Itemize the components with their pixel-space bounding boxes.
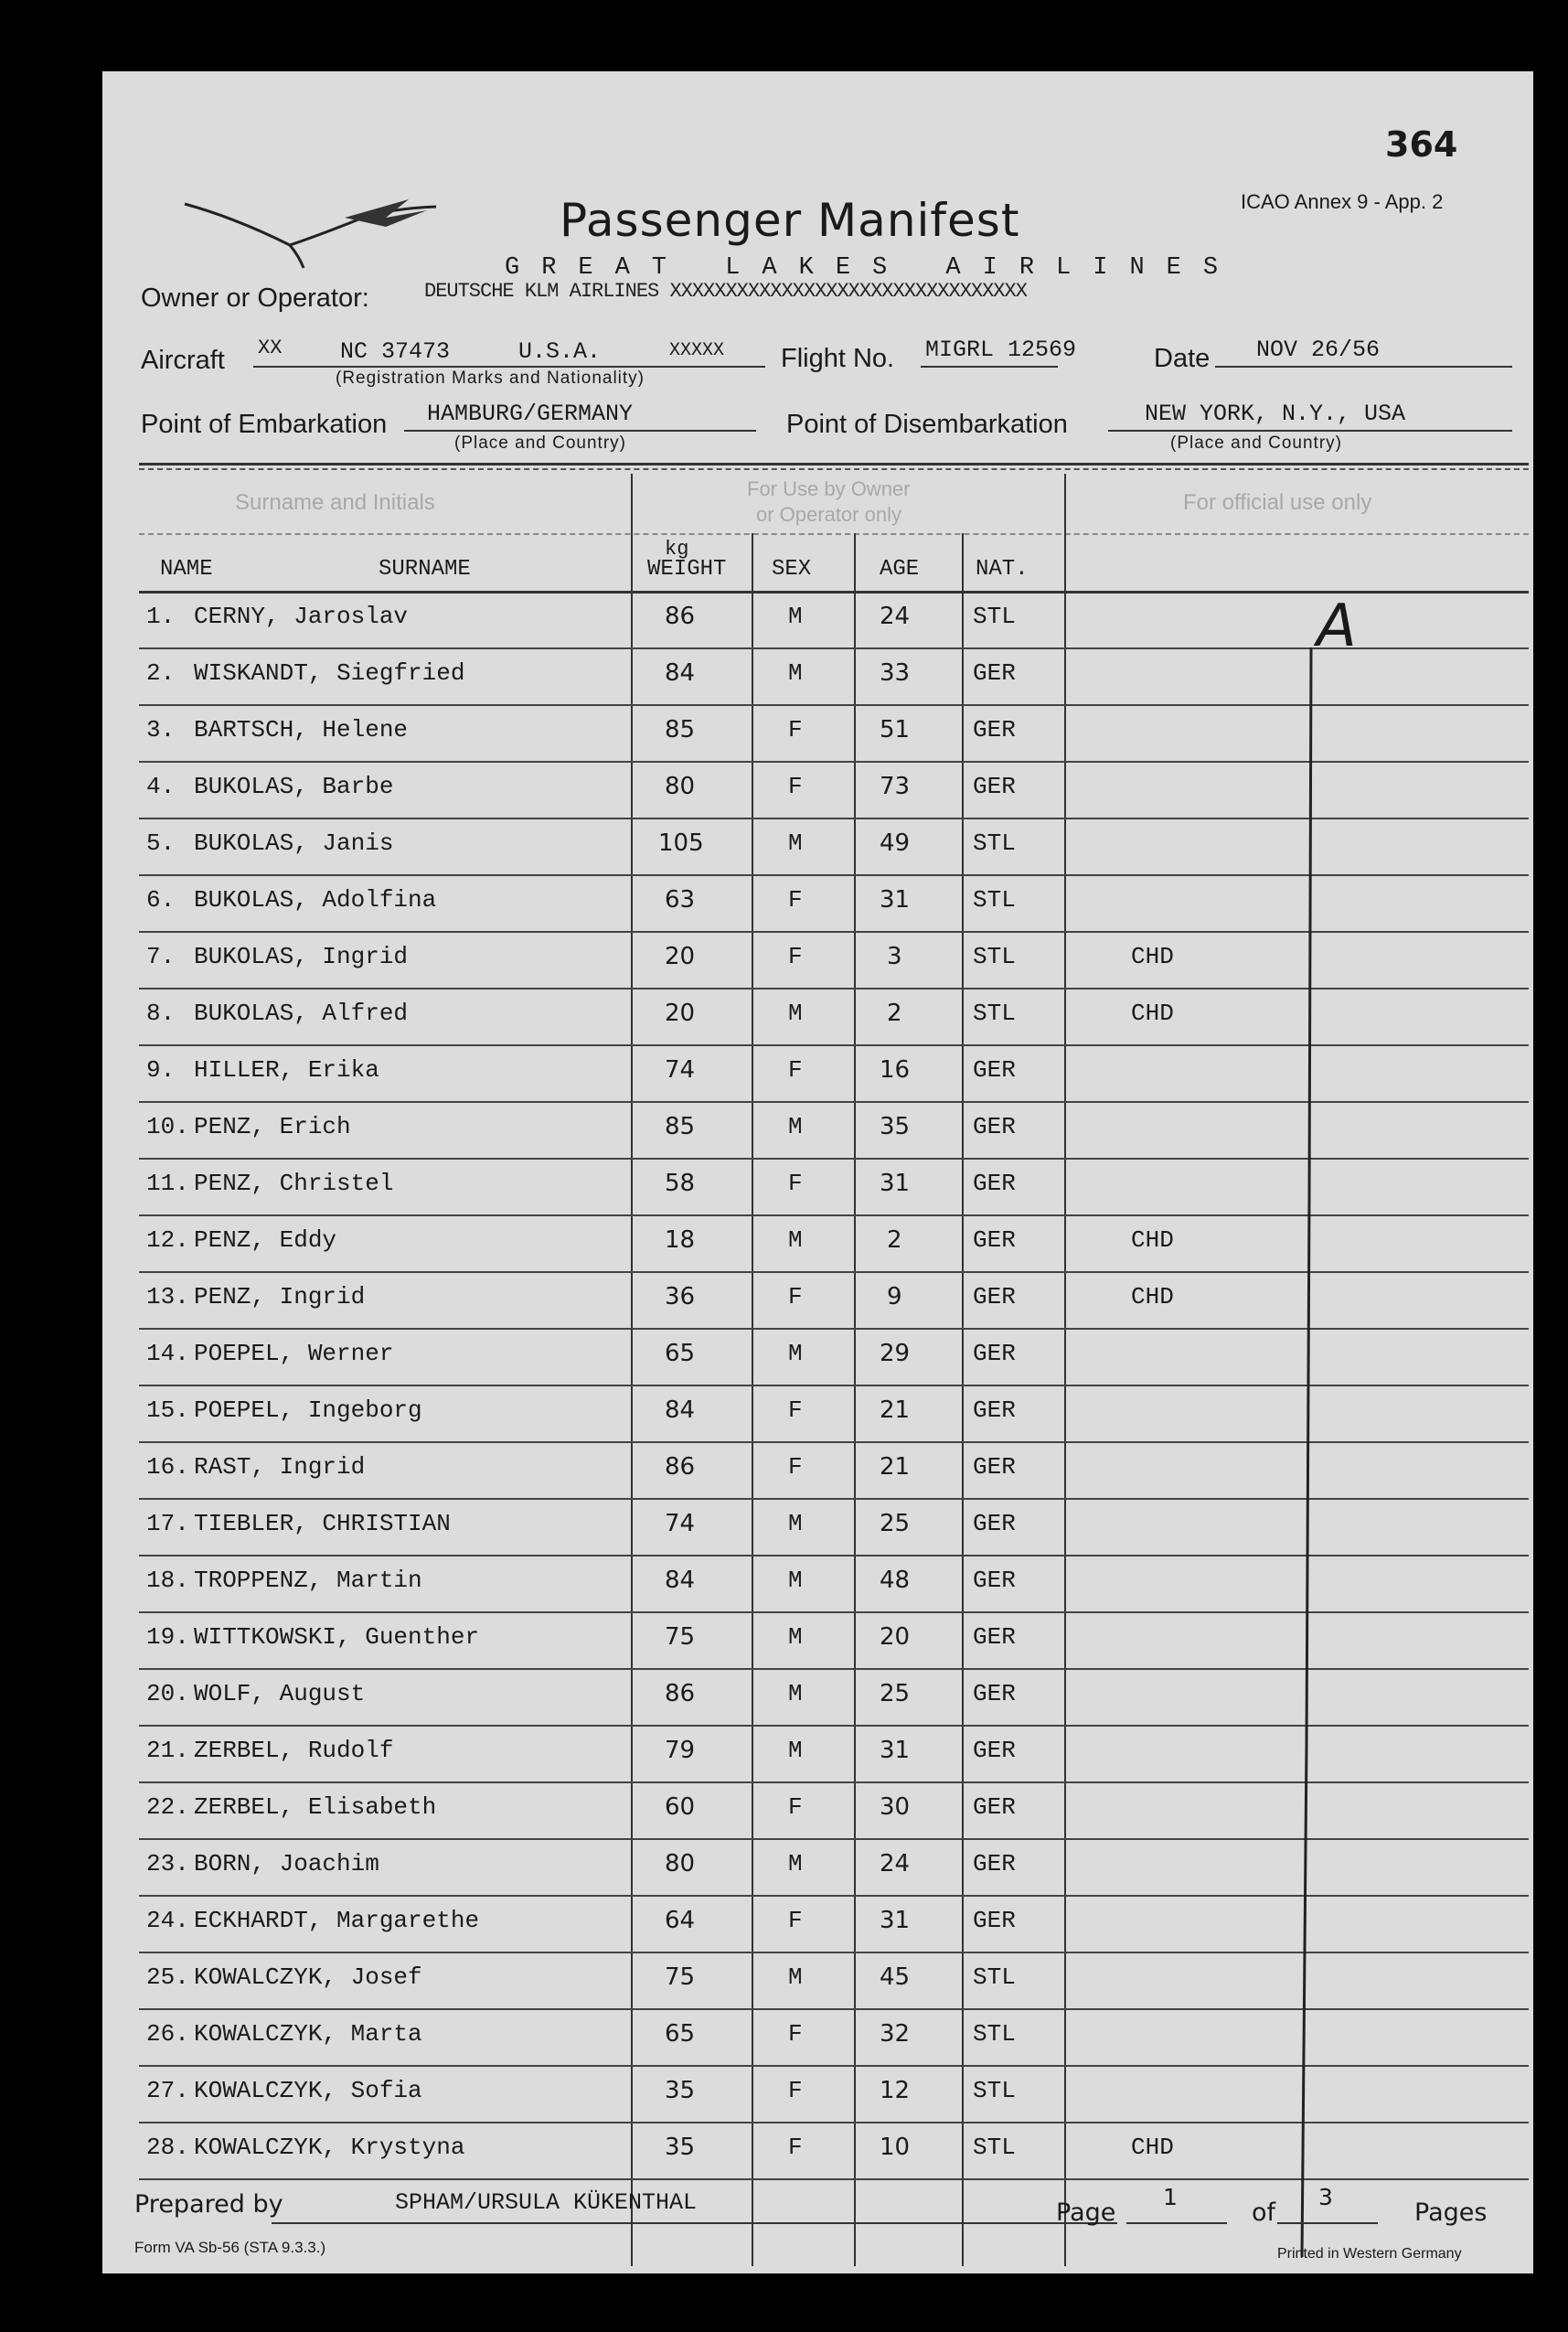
passenger-weight: 86 xyxy=(665,1680,696,1707)
aircraft-prefix: XX xyxy=(258,337,283,359)
passenger-age: 30 xyxy=(880,1793,911,1821)
passenger-age: 24 xyxy=(880,603,911,630)
passenger-name: BUKOLAS, Ingrid xyxy=(194,943,409,970)
date-value: NOV 26/56 xyxy=(1256,337,1381,363)
passenger-nationality: GER xyxy=(973,1453,1016,1481)
passenger-weight: 85 xyxy=(665,1113,696,1140)
official-mark: A xyxy=(1317,593,1357,660)
passenger-age: 2 xyxy=(887,1000,902,1027)
passenger-nationality: GER xyxy=(973,1623,1016,1651)
col-nat: NAT. xyxy=(976,557,1029,582)
passenger-age: 31 xyxy=(880,1170,911,1197)
passenger-sex: M xyxy=(788,603,803,630)
section-owner-use-line2: or Operator only xyxy=(756,503,901,526)
passenger-age: 10 xyxy=(880,2134,911,2161)
passenger-number: 8. xyxy=(146,1000,176,1027)
passenger-age: 12 xyxy=(880,2077,911,2104)
passenger-weight: 20 xyxy=(665,943,696,970)
passenger-nationality: GER xyxy=(973,1170,1016,1197)
section-names-heading: Surname and Initials xyxy=(235,490,435,515)
passenger-sex: F xyxy=(788,886,803,914)
passenger-name: CERNY, Jaroslav xyxy=(194,603,409,630)
passenger-sex: M xyxy=(788,1623,803,1651)
passenger-sex: M xyxy=(788,1737,803,1764)
passenger-weight: 36 xyxy=(665,1283,696,1310)
passenger-number: 28. xyxy=(146,2134,189,2161)
passenger-number: 17. xyxy=(146,1510,189,1537)
passenger-sex: F xyxy=(788,2134,803,2161)
passenger-number: 16. xyxy=(146,1453,189,1481)
of-label: of xyxy=(1252,2198,1276,2227)
pages-label: Pages xyxy=(1414,2198,1488,2227)
passenger-number: 11. xyxy=(146,1170,189,1197)
disembarkation-caption: (Place and Country) xyxy=(1170,433,1342,453)
passenger-number: 22. xyxy=(146,1793,189,1821)
passenger-sex: F xyxy=(788,1170,803,1197)
passenger-nationality: GER xyxy=(973,773,1016,800)
passenger-name: BORN, Joachim xyxy=(194,1850,379,1877)
passenger-age: 29 xyxy=(880,1340,911,1367)
passenger-age: 2 xyxy=(887,1226,902,1254)
passenger-number: 14. xyxy=(146,1340,189,1367)
passenger-sex: F xyxy=(788,773,803,800)
passenger-number: 1. xyxy=(146,603,176,630)
passenger-number: 4. xyxy=(146,773,176,800)
passenger-number: 12. xyxy=(146,1226,189,1254)
passenger-name: WITTKOWSKI, Guenther xyxy=(194,1623,480,1651)
passenger-age: 51 xyxy=(880,716,911,743)
icao-reference: ICAO Annex 9 - App. 2 xyxy=(1241,190,1444,213)
passenger-sex: F xyxy=(788,2020,803,2048)
passenger-sex: F xyxy=(788,1907,803,1934)
col-weight: WEIGHT xyxy=(647,557,727,582)
passenger-nationality: GER xyxy=(973,1907,1016,1934)
passenger-number: 24. xyxy=(146,1907,189,1934)
passenger-name: ZERBEL, Rudolf xyxy=(194,1737,394,1764)
passenger-number: 19. xyxy=(146,1623,189,1651)
passenger-weight: 80 xyxy=(665,773,696,800)
passenger-name: POEPEL, Werner xyxy=(194,1340,394,1367)
aircraft-nationality: U.S.A. xyxy=(518,338,602,365)
passenger-weight: 84 xyxy=(665,1567,696,1594)
passenger-nationality: STL xyxy=(973,943,1016,970)
section-official-heading: For official use only xyxy=(1183,490,1372,515)
passenger-sex: M xyxy=(788,1000,803,1027)
official-bracket-line xyxy=(1291,647,1328,2257)
flight-number: MIGRL 12569 xyxy=(925,337,1077,363)
passenger-sex: M xyxy=(788,1680,803,1707)
passenger-age: 49 xyxy=(880,829,911,857)
passenger-name: BUKOLAS, Adolfina xyxy=(194,886,437,914)
passenger-weight: 20 xyxy=(665,1000,696,1027)
passenger-nationality: STL xyxy=(973,1000,1016,1027)
aircraft-label: Aircraft xyxy=(141,346,225,375)
passenger-age: 31 xyxy=(880,1907,911,1934)
passenger-number: 6. xyxy=(146,886,176,914)
passenger-number: 20. xyxy=(146,1680,189,1707)
passenger-name: POEPEL, Ingeborg xyxy=(194,1396,422,1424)
page-title: Passenger Manifest xyxy=(560,194,1020,247)
passenger-number: 2. xyxy=(146,659,176,687)
passenger-nationality: STL xyxy=(973,829,1016,857)
passenger-age: 9 xyxy=(887,1283,902,1310)
col-name: NAME xyxy=(160,557,213,582)
passenger-weight: 75 xyxy=(665,1963,696,1991)
passenger-age: 45 xyxy=(880,1963,911,1991)
flight-label: Flight No. xyxy=(781,344,895,373)
passenger-sex: M xyxy=(788,1567,803,1594)
passenger-sex: M xyxy=(788,659,803,687)
passenger-weight: 35 xyxy=(665,2134,696,2161)
operator-struck-text: DEUTSCHE KLM AIRLINES XXXXXXXXXXXXXXXXXXXXXXXXXXXXXXXX xyxy=(424,280,1027,298)
passenger-age: 21 xyxy=(880,1396,911,1424)
col-surname: SURNAME xyxy=(379,557,471,582)
passenger-sex: M xyxy=(788,829,803,857)
passenger-number: 27. xyxy=(146,2077,189,2104)
passenger-nationality: GER xyxy=(973,1340,1016,1367)
passenger-nationality: STL xyxy=(973,2134,1016,2161)
passenger-name: WOLF, August xyxy=(194,1680,366,1707)
embarkation-caption: (Place and Country) xyxy=(454,433,626,453)
passenger-name: BUKOLAS, Janis xyxy=(194,829,394,857)
passenger-weight: 79 xyxy=(665,1737,696,1764)
passenger-weight: 74 xyxy=(665,1056,696,1084)
col-age: AGE xyxy=(880,557,920,582)
document-number: 364 xyxy=(1385,124,1458,165)
passenger-age: 20 xyxy=(880,1623,911,1651)
passenger-age: 21 xyxy=(880,1453,911,1481)
passenger-number: 9. xyxy=(146,1056,176,1084)
passenger-age: 35 xyxy=(880,1113,911,1140)
passenger-nationality: GER xyxy=(973,1567,1016,1594)
passenger-age: 32 xyxy=(880,2020,911,2048)
passenger-sex: M xyxy=(788,1850,803,1877)
passenger-nationality: GER xyxy=(973,1850,1016,1877)
prepared-by-label: Prepared by xyxy=(134,2190,283,2219)
passenger-age: 16 xyxy=(880,1056,911,1084)
passenger-weight: 65 xyxy=(665,2020,696,2048)
passenger-remark: CHD xyxy=(1131,1226,1174,1254)
passenger-remark: CHD xyxy=(1131,1283,1174,1310)
passenger-nationality: STL xyxy=(973,2077,1016,2104)
passenger-age: 73 xyxy=(880,773,911,800)
col-weight-unit: kg xyxy=(665,538,689,561)
passenger-sex: M xyxy=(788,1113,803,1140)
passenger-sex: F xyxy=(788,943,803,970)
passenger-weight: 65 xyxy=(665,1340,696,1367)
passenger-name: TROPPENZ, Martin xyxy=(194,1567,422,1594)
passenger-weight: 84 xyxy=(665,1396,696,1424)
passenger-name: ZERBEL, Elisabeth xyxy=(194,1793,437,1821)
passenger-number: 25. xyxy=(146,1963,189,1991)
passenger-sex: M xyxy=(788,1340,803,1367)
operator-label: Owner or Operator: xyxy=(141,283,369,313)
passenger-name: HILLER, Erika xyxy=(194,1056,379,1084)
date-label: Date xyxy=(1154,344,1211,373)
passenger-weight: 74 xyxy=(665,1510,696,1537)
passenger-name: BUKOLAS, Alfred xyxy=(194,1000,409,1027)
passenger-nationality: GER xyxy=(973,659,1016,687)
passenger-number: 13. xyxy=(146,1283,189,1310)
embarkation-value: HAMBURG/GERMANY xyxy=(427,401,634,427)
manifest-page xyxy=(102,71,1533,2273)
passenger-sex: M xyxy=(788,1226,803,1254)
passenger-name: BARTSCH, Helene xyxy=(194,716,409,743)
page-number: 1 xyxy=(1163,2184,1178,2210)
passenger-remark: CHD xyxy=(1131,1000,1174,1027)
passenger-name: PENZ, Eddy xyxy=(194,1226,337,1254)
passenger-name: ECKHARDT, Margarethe xyxy=(194,1907,480,1934)
passenger-nationality: GER xyxy=(973,1510,1016,1537)
col-sex: SEX xyxy=(772,557,812,582)
passenger-sex: F xyxy=(788,716,803,743)
passenger-number: 23. xyxy=(146,1850,189,1877)
passenger-name: RAST, Ingrid xyxy=(194,1453,366,1481)
passenger-weight: 75 xyxy=(665,1623,696,1651)
passenger-name: BUKOLAS, Barbe xyxy=(194,773,394,800)
passenger-number: 10. xyxy=(146,1113,189,1140)
passenger-sex: F xyxy=(788,1453,803,1481)
embarkation-label: Point of Embarkation xyxy=(141,410,388,439)
passenger-age: 31 xyxy=(880,886,911,914)
passenger-weight: 18 xyxy=(665,1226,696,1254)
aircraft-struck: XXXXX xyxy=(669,340,725,361)
passenger-nationality: STL xyxy=(973,886,1016,914)
passenger-nationality: GER xyxy=(973,1793,1016,1821)
passenger-remark: CHD xyxy=(1131,943,1174,970)
form-id: Form VA Sb-56 (STA 9.3.3.) xyxy=(134,2239,326,2256)
passenger-number: 18. xyxy=(146,1567,189,1594)
passenger-name: KOWALCZYK, Krystyna xyxy=(194,2134,465,2161)
section-owner-use-line1: For Use by Owner xyxy=(747,477,911,500)
passenger-sex: M xyxy=(788,1963,803,1991)
passenger-weight: 58 xyxy=(665,1170,696,1197)
passenger-weight: 86 xyxy=(665,603,696,630)
passenger-age: 24 xyxy=(880,1850,911,1877)
passenger-name: KOWALCZYK, Sofia xyxy=(194,2077,422,2104)
passenger-age: 3 xyxy=(887,943,902,970)
passenger-nationality: GER xyxy=(973,1396,1016,1424)
passenger-name: KOWALCZYK, Josef xyxy=(194,1963,422,1991)
crane-logo xyxy=(180,190,454,273)
passenger-sex: F xyxy=(788,1283,803,1310)
passenger-nationality: GER xyxy=(973,1283,1016,1310)
passenger-nationality: STL xyxy=(973,603,1016,630)
aircraft-caption: (Registration Marks and Nationality) xyxy=(336,369,645,388)
passenger-number: 21. xyxy=(146,1737,189,1764)
operator-value: GREAT LAKES AIRLINES xyxy=(505,254,1241,282)
passenger-sex: F xyxy=(788,2077,803,2104)
passenger-age: 48 xyxy=(880,1567,911,1594)
passenger-number: 15. xyxy=(146,1396,189,1424)
prepared-by-value: SPHAM/URSULA KÜKENTHAL xyxy=(395,2189,698,2216)
passenger-nationality: STL xyxy=(973,2020,1016,2048)
aircraft-registration: NC 37473 xyxy=(340,338,451,365)
passenger-weight: 86 xyxy=(665,1453,696,1481)
passenger-name: KOWALCZYK, Marta xyxy=(194,2020,422,2048)
passenger-number: 26. xyxy=(146,2020,189,2048)
passenger-name: PENZ, Christel xyxy=(194,1170,394,1197)
passenger-nationality: GER xyxy=(973,1737,1016,1764)
passenger-name: PENZ, Erich xyxy=(194,1113,351,1140)
passenger-sex: F xyxy=(788,1056,803,1084)
passenger-nationality: GER xyxy=(973,1056,1016,1084)
page-total: 3 xyxy=(1318,2184,1333,2210)
passenger-age: 25 xyxy=(880,1680,911,1707)
passenger-number: 5. xyxy=(146,829,176,857)
passenger-name: TIEBLER, CHRISTIAN xyxy=(194,1510,451,1537)
passenger-weight: 80 xyxy=(665,1850,696,1877)
passenger-remark: CHD xyxy=(1131,2134,1174,2161)
passenger-weight: 35 xyxy=(665,2077,696,2104)
passenger-weight: 105 xyxy=(658,829,704,857)
printed-note: Printed in Western Germany xyxy=(1277,2246,1462,2262)
passenger-nationality: GER xyxy=(973,1113,1016,1140)
passenger-weight: 63 xyxy=(665,886,696,914)
passenger-nationality: GER xyxy=(973,1680,1016,1707)
passenger-weight: 60 xyxy=(665,1793,696,1821)
passenger-age: 33 xyxy=(880,659,911,687)
passenger-age: 25 xyxy=(880,1510,911,1537)
passenger-name: WISKANDT, Siegfried xyxy=(194,659,465,687)
passenger-name: PENZ, Ingrid xyxy=(194,1283,366,1310)
passenger-weight: 85 xyxy=(665,716,696,743)
passenger-age: 31 xyxy=(880,1737,911,1764)
passenger-number: 3. xyxy=(146,716,176,743)
passenger-sex: F xyxy=(788,1396,803,1424)
passenger-nationality: STL xyxy=(973,1963,1016,1991)
passenger-nationality: GER xyxy=(973,1226,1016,1254)
passenger-sex: M xyxy=(788,1510,803,1537)
passenger-weight: 64 xyxy=(665,1907,696,1934)
disembarkation-value: NEW YORK, N.Y., USA xyxy=(1145,401,1406,427)
passenger-nationality: GER xyxy=(973,716,1016,743)
page-label: Page xyxy=(1056,2198,1116,2227)
passenger-sex: F xyxy=(788,1793,803,1821)
passenger-number: 7. xyxy=(146,943,176,970)
passenger-weight: 84 xyxy=(665,659,696,687)
disembarkation-label: Point of Disembarkation xyxy=(786,410,1068,439)
